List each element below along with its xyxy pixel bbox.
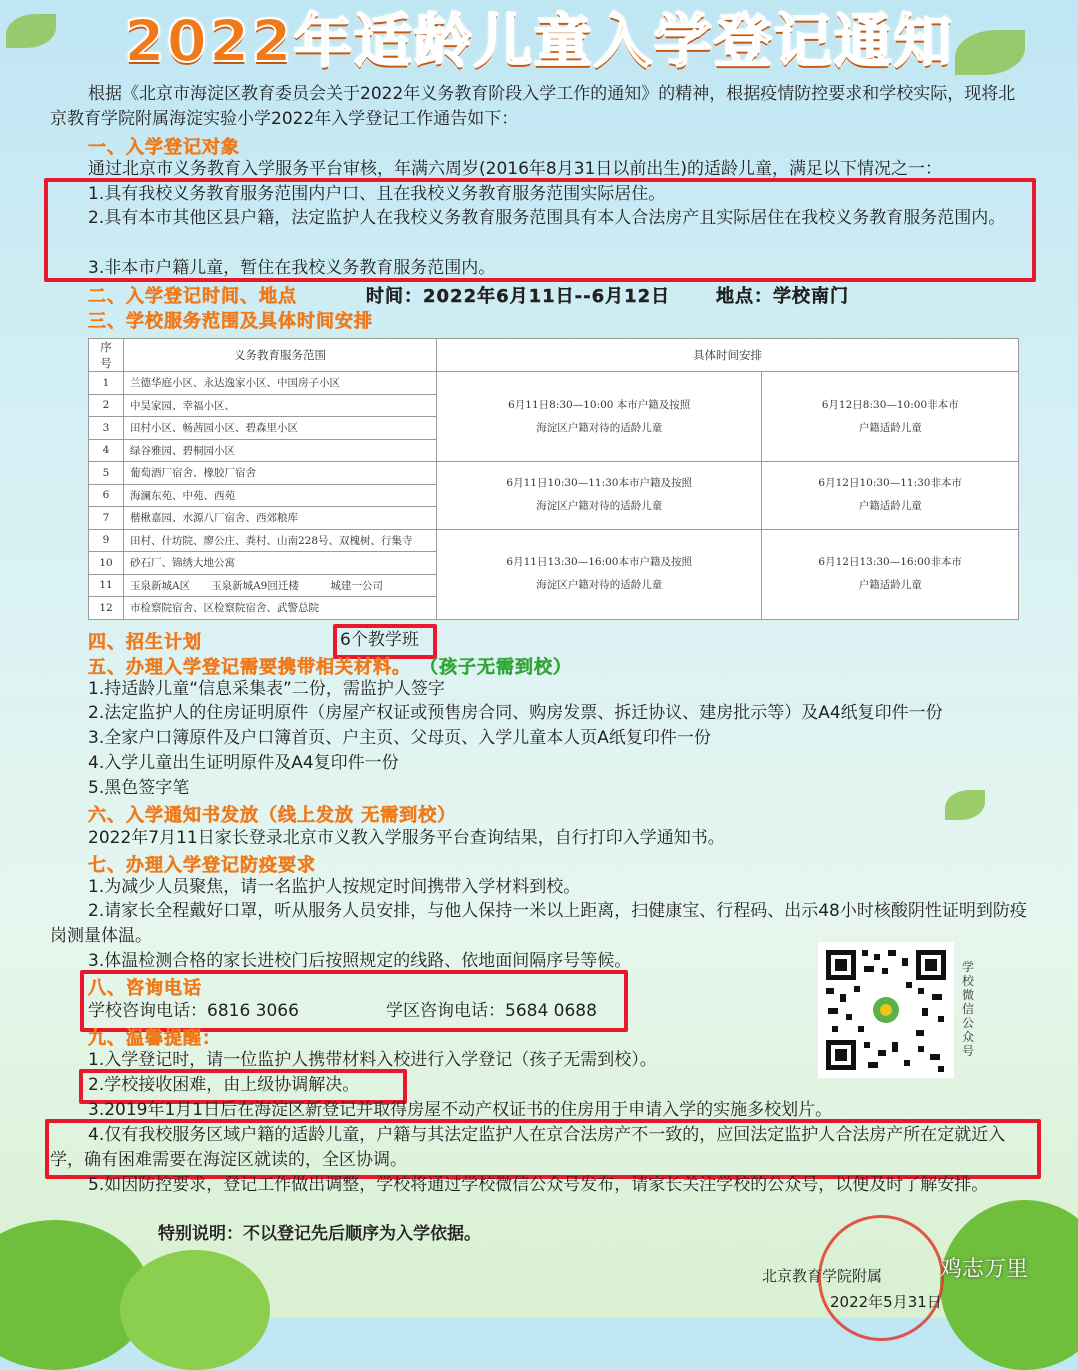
qr-caption: 学校微信公众号 xyxy=(962,960,975,1058)
row-range: 楷楸嘉园、水源八厂宿舍、西郊粮库 xyxy=(124,507,437,530)
slot-day2: 6月12日13:30—16:00非本市 户籍适龄儿童 xyxy=(762,529,1019,619)
row-no: 5 xyxy=(89,462,124,485)
issue-date: 2022年5月31日 xyxy=(830,1293,942,1311)
section-7-item: 1.为减少人员聚焦，请一名监护人按规定时间携带入学材料到校。 xyxy=(88,877,581,897)
highlight-box xyxy=(44,178,1036,282)
section-2-place: 地点：学校南门 xyxy=(716,286,849,307)
slot-day2: 6月12日10:30—11:30非本市 户籍适龄儿童 xyxy=(762,462,1019,530)
slot-day2: 6月12日8:30—10:00非本市 户籍适龄儿童 xyxy=(762,372,1019,462)
row-range: 田村小区、畅茜园小区、碧森里小区 xyxy=(124,417,437,440)
section-1-heading: 一、入学登记对象 xyxy=(88,137,240,158)
section-5-item: 3.全家户口簿原件及户口簿首页、户主页、父母页、入学儿童本人页A纸复印件一份 xyxy=(88,728,711,748)
row-no: 7 xyxy=(89,507,124,530)
signature-text: 北京教育学院附属 xyxy=(762,1267,883,1285)
col-header-no: 序号 xyxy=(89,339,124,372)
section-9-item: 2.学校接收困难，由上级协调解决。 xyxy=(88,1075,360,1095)
section-5-item: 5.黑色签字笔 xyxy=(88,778,190,798)
section-1-item: 1.具有我校义务教育服务范围内户口、且在我校义务教育服务范围实际居住。 xyxy=(88,184,666,204)
section-6-heading: 六、入学通知书发放（线上发放 无需到校） xyxy=(88,805,457,826)
highlight-box xyxy=(80,970,628,1032)
row-range: 田村、什坊院、廖公庄、粪村、山南228号、双槐树、行集寺 xyxy=(124,529,437,552)
row-no: 10 xyxy=(89,552,124,575)
section-4-heading: 四、招生计划 xyxy=(88,632,202,653)
table-row xyxy=(89,372,1019,395)
row-no: 11 xyxy=(89,574,124,597)
col-header-range: 义务教育服务范围 xyxy=(124,339,437,372)
section-9-item: 3.2019年1月1日后在海淀区新登记并取得房屋不动产权证书的住房用于申请入学的实施多校划片。 xyxy=(88,1100,833,1120)
row-range: 兰德华庭小区、永达逸家小区、中国房子小区 xyxy=(124,372,437,395)
row-range: 绿谷雅园、碧桐园小区 xyxy=(124,439,437,462)
row-no: 6 xyxy=(89,484,124,507)
tree-decoration xyxy=(120,1250,270,1370)
watermark: 鸡志万里 xyxy=(940,1257,1029,1282)
col-header-time: 具体时间安排 xyxy=(437,339,1019,372)
row-no: 3 xyxy=(89,417,124,440)
section-7-heading: 七、办理入学登记防疫要求 xyxy=(88,855,316,876)
highlight-box xyxy=(45,1119,1041,1179)
section-1-item: 2.具有本市其他区县户籍，法定监护人在我校义务教育服务范围具有本人合法房产且实际居住在我校义务教育服务范围内。 xyxy=(88,208,1006,228)
section-8-heading: 八、咨询电话 xyxy=(88,978,202,999)
section-5-item: 1.持适龄儿童“信息采集表”二份，需监护人签字 xyxy=(88,679,445,699)
row-range: 市检察院宿舍、区检察院宿舍、武警总院 xyxy=(124,597,437,620)
section-4-value: 6个教学班 xyxy=(340,630,419,650)
section-2-heading: 二、入学登记时间、地点 xyxy=(88,286,297,307)
schedule-table xyxy=(88,338,1019,620)
section-7-item: 3.体温检测合格的家长进校门后按照规定的线路、依地面间隔序号等候。 xyxy=(88,951,632,971)
intro-text: 根据《北京市海淀区教育委员会关于2022年义务教育阶段入学工作的通知》的精神，根据疫情防控要求和学校实际，现将北京教育学院附属海淀实验小学2022年入学登记工作通告如下： xyxy=(50,84,1016,129)
section-5-item: 2.法定监护人的住房证明原件（房屋产权证或预售房合同、购房发票、拆迁协议、建房批示等）及A4纸复印件一份 xyxy=(88,703,943,723)
row-no: 2 xyxy=(89,394,124,417)
slot-day1: 6月11日8:30—10:00 本市户籍及按照 海淀区户籍对待的适龄儿童 xyxy=(437,372,762,462)
school-phone: 学校咨询电话：6816 3066 xyxy=(88,1001,299,1021)
section-5-heading: 五、办理入学登记需要携带相关材料。 xyxy=(88,657,411,678)
section-1-item: 3.非本市户籍儿童，暂住在我校义务教育服务范围内。 xyxy=(88,258,496,278)
section-5-item: 4.入学儿童出生证明原件及A4复印件一份 xyxy=(88,753,399,773)
row-range: 玉泉新城A区 玉泉新城A9回迁楼 城建一公司 xyxy=(124,574,437,597)
table-row xyxy=(89,529,1019,552)
section-7-item: 2.请家长全程戴好口罩，听从服务人员安排，与他人保持一米以上距离，扫健康宝、行程码、出示48小时核酸阴性证明到防疫岗测量体温。 xyxy=(50,901,1027,946)
row-no: 4 xyxy=(89,439,124,462)
page-title: 2022年适龄儿童入学登记通知 xyxy=(124,7,954,75)
section-5-note: （孩子无需到校） xyxy=(420,657,572,678)
qr-code[interactable] xyxy=(818,942,954,1078)
section-9-item: 1.入学登记时，请一位监护人携带材料入校进行入学登记（孩子无需到校）。 xyxy=(88,1050,657,1070)
section-1-lead: 通过北京市义务教育入学服务平台审核，年满六周岁(2016年8月31日以前出生)的适龄儿童，满足以下情况之一： xyxy=(88,159,942,179)
row-no: 12 xyxy=(89,597,124,620)
section-3-heading: 三、学校服务范围及具体时间安排 xyxy=(88,311,373,332)
slot-day1: 6月11日10:30—11:30本市户籍及按照 海淀区户籍对待的适龄儿童 xyxy=(437,462,762,530)
table-row xyxy=(89,462,1019,485)
slot-day1: 6月11日13:30—16:00本市户籍及按照 海淀区户籍对待的适龄儿童 xyxy=(437,529,762,619)
row-no: 1 xyxy=(89,372,124,395)
table-header-row xyxy=(89,339,1019,372)
section-2-time: 时间：2022年6月11日--6月12日 xyxy=(366,286,671,307)
section-9-item: 5.如因防控要求，登记工作做出调整，学校将通过学校微信公众号发布，请家长关注学校的公众号，以便及时了解安排。 xyxy=(88,1175,989,1195)
row-range: 中昊家园、幸福小区、 xyxy=(124,394,437,417)
section-6-text: 2022年7月11日家长登录北京市义教入学服务平台查询结果，自行打印入学通知书。 xyxy=(88,828,725,848)
district-phone: 学区咨询电话：5684 0688 xyxy=(386,1001,597,1021)
row-range: 砂石厂、锦绣大地公寓 xyxy=(124,552,437,575)
row-no: 9 xyxy=(89,529,124,552)
section-9-heading: 九、温馨提醒： xyxy=(88,1028,221,1049)
row-range: 海澜东苑、中苑、西苑 xyxy=(124,484,437,507)
row-range: 葡萄酒厂宿舍、橡胶厂宿舍 xyxy=(124,462,437,485)
special-note: 特别说明：不以登记先后顺序为入学依据。 xyxy=(158,1224,481,1244)
section-9-item: 4.仅有我校服务区域户籍的适龄儿童，户籍与其法定监护人在京合法房产不一致的，应回法定监护人合法房产所在定就近入学，确有困难需要在海淀区就读的，全区协调。 xyxy=(50,1125,1006,1170)
